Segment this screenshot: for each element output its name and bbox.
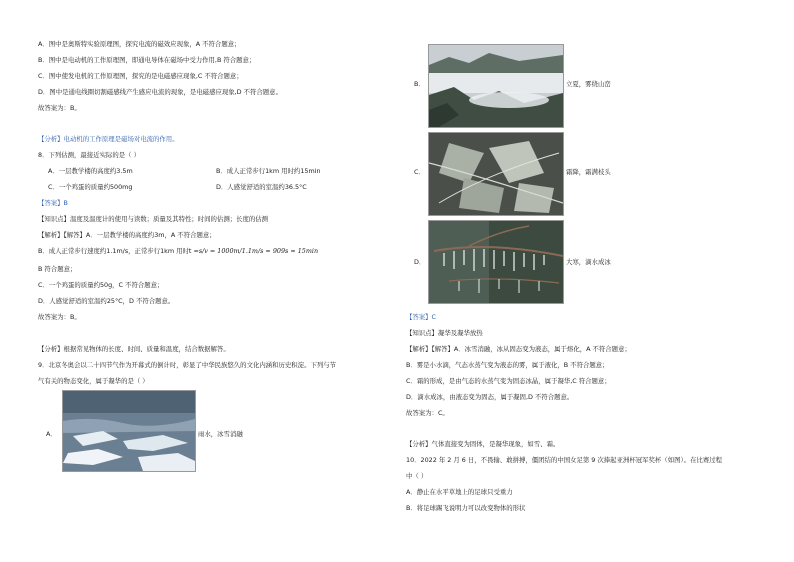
option-c-letter: C． (414, 168, 425, 176)
solution-line: 【解析】【解答】A．一层教学楼的高度约3m，A 不符合题意； (38, 231, 216, 239)
icicle-branch-photo (428, 220, 564, 304)
question-9-cont: 气有关的物态变化，属于凝华的是（ ） (38, 377, 149, 385)
option-c-text: 霜降，霜满枝头 (566, 168, 611, 176)
q8-option-c: C．一个鸡蛋的质量约500mg (48, 183, 133, 191)
text-line: C．图中使发电机的工作原理图，探究的是电磁感应现象,C 不符合题意； (38, 72, 243, 80)
q8-option-a: A．一层教学楼的高度约3.5m (48, 167, 133, 175)
text-line: 故答案为：B。 (38, 104, 81, 112)
q9-option-a-text: 雨水，冰雪消融 (198, 430, 243, 438)
text-line: 故答案为：C。 (406, 409, 449, 417)
q8-option-d: D．人感觉舒适的室温约36.5°C (216, 183, 307, 191)
text-line: D．人感觉舒适的室温约25°C，D 不符合题意。 (38, 297, 175, 305)
analysis-line: 【分析】气体直接变为固体，是凝华现象，如雪、霜。 (406, 440, 560, 448)
mountain-fog-photo (428, 44, 564, 128)
ice-melting-photo (62, 390, 196, 472)
knowledge-line: 【知识点】凝华及凝华放热 (406, 329, 483, 337)
analysis-line: 【分析】电动机的工作原理是磁场对电流的作用。 (38, 135, 179, 143)
question-10: 10．2022 年 2 月 6 日，不畏输、敢拼搏，僵团结的中国女足第 9 次捧起亚洲杯冠军奖杯（如图）。在比赛过程 (406, 456, 723, 464)
option-b-letter: B． (414, 80, 425, 88)
option-b-text: 立夏，雾绕山峦 (566, 80, 611, 88)
frost-leaves-photo (428, 132, 564, 216)
question-10-cont: 中（ ） (406, 472, 428, 480)
text-line: B．雾是小水滴，气态水蒸气变为液态的雾，属于液化，B 不符合题意； (406, 361, 609, 369)
knowledge-line: 【知识点】温度及温度计的使用与读数；质量及其特性；时间的估测；长度的估测 (38, 215, 269, 223)
text-line: B 符合题意； (38, 265, 77, 273)
text-line: D．滴水成冰，由液态变为固态，属于凝固,D 不符合题意。 (406, 393, 574, 401)
analysis-line: 【分析】根据常见物体的长度、时间、质量和温度，结合数据解答。 (38, 345, 230, 353)
q8-option-b: B．成人正常步行1km 用时约15min (216, 167, 321, 175)
text-line: D．图中是通电线圈切割磁感线产生感应电流的现象，是电磁感应现象,D 不符合题意。 (38, 88, 282, 96)
q10-option-b: B．将足球踢飞说明力可以改变物体的形状 (406, 504, 526, 512)
text-line: C．霜的形成，是由气态的水蒸气变为固态冰晶，属于凝华,C 符合题意； (406, 377, 611, 385)
answer-line: 【答案】C (406, 313, 437, 321)
text-line: C．一个鸡蛋的质量约50g，C 不符合题意； (38, 281, 164, 289)
q10-option-a: A．静止在水平草地上的足球只受重力 (406, 488, 513, 496)
question-8: 8．下列估测，最接近实际的是（ ） (38, 151, 140, 159)
option-d-text: 大寒，滴水成冰 (566, 258, 611, 266)
q9-option-a-letter: A． (46, 430, 57, 438)
calc-line: B．成人正常步行速度约1.1m/s，正常步行1km 用时t =s/v = 1000m/1.1m/s ≈ 909s ≈ 15min (38, 247, 319, 255)
text-line: 故答案为：B。 (38, 313, 81, 321)
answer-line: 【答案】B (38, 199, 68, 207)
text-line: A．图中是奥斯特实验原理图，探究电流的磁效应现象，A 不符合题意； (38, 40, 241, 48)
text-line: B．图中是电动机的工作原理图，即通电导体在磁场中受力作用,B 符合题意； (38, 56, 256, 64)
option-d-letter: D． (414, 258, 426, 266)
solution-line: 【解析】【解答】A．冰雪消融，冰从固态变为液态，属于熔化，A 不符合题意； (406, 345, 631, 353)
question-9: 9．北京冬奥会以二十四节气作为开幕式的倒计时，彰显了中华民族悠久的文化内涵和历史积淀。下列与节 (38, 361, 337, 369)
